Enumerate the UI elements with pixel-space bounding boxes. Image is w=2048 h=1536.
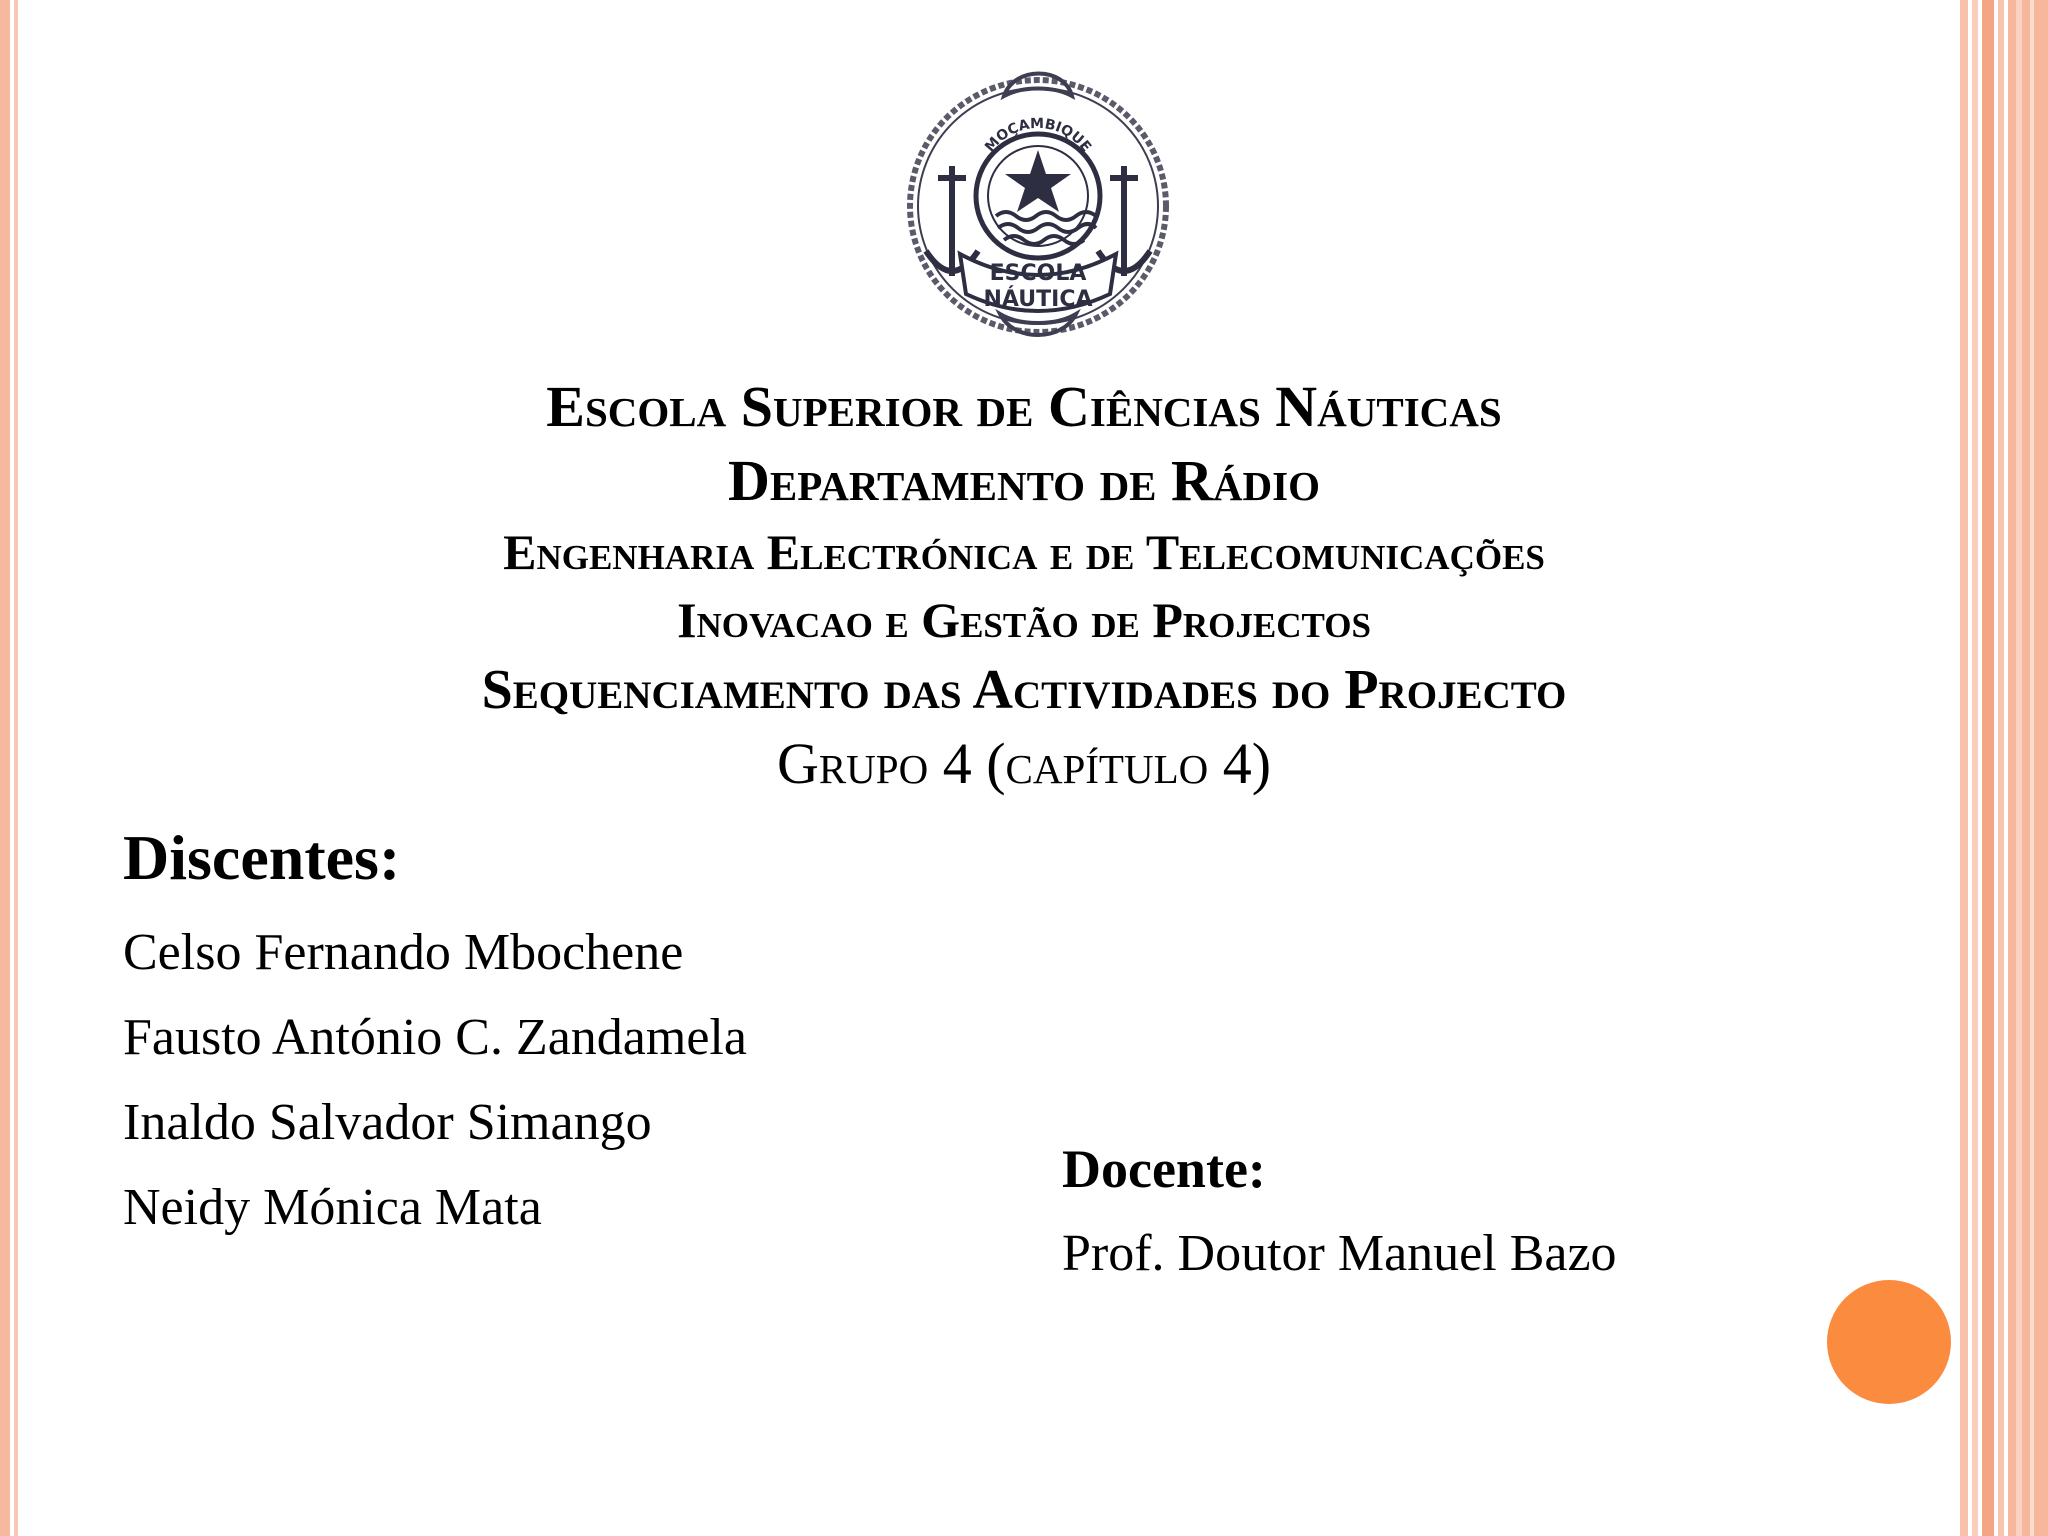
school-name: Escola Superior de Ciências Náuticas — [546, 374, 1502, 439]
right-decorative-stripe — [2008, 0, 2048, 1536]
student-name: Celso Fernando Mbochene — [123, 924, 684, 981]
logo-top-text: MOÇAMBIQUE — [982, 115, 1095, 156]
title-block — [200, 370, 1848, 802]
right-decorative-stripe — [1960, 0, 1968, 1536]
subject-name: Inovacao e Gestão de Projectos — [677, 592, 1371, 648]
students-list — [123, 910, 747, 1250]
teacher-name: Prof. Doutor Manuel Bazo — [1062, 1225, 1617, 1282]
teacher-heading: Docente: — [1062, 1139, 1266, 1199]
student-name: Fausto António C. Zandamela — [123, 1009, 747, 1066]
school-emblem-logo — [904, 66, 1172, 340]
accent-circle — [1827, 1280, 1951, 1404]
right-decorative-stripe — [1982, 0, 1994, 1536]
right-decorative-stripe — [1998, 0, 2004, 1536]
left-decorative-stripe — [0, 0, 10, 1536]
group-label: Grupo 4 (capítulo 4) — [776, 731, 1272, 796]
logo-ribbon-text-1: ESCOLA — [989, 261, 1087, 286]
student-name: Neidy Mónica Mata — [123, 1179, 542, 1236]
student-name: Inaldo Salvador Simango — [123, 1094, 652, 1151]
right-decorative-stripe — [2016, 0, 2022, 1536]
right-decorative-stripe — [1972, 0, 1978, 1536]
students-heading: Discentes: — [123, 822, 401, 893]
department-name: Departamento de Rádio — [728, 448, 1320, 513]
logo-ribbon-text-2: NÁUTICA — [983, 287, 1093, 312]
left-decorative-stripe-thin — [14, 0, 18, 1536]
right-decorative-stripe — [2030, 0, 2034, 1536]
presentation-topic: Sequenciamento das Actividades do Projecto — [481, 659, 1567, 721]
course-name: Engenharia Electrónica e de Telecomunicações — [503, 524, 1545, 580]
